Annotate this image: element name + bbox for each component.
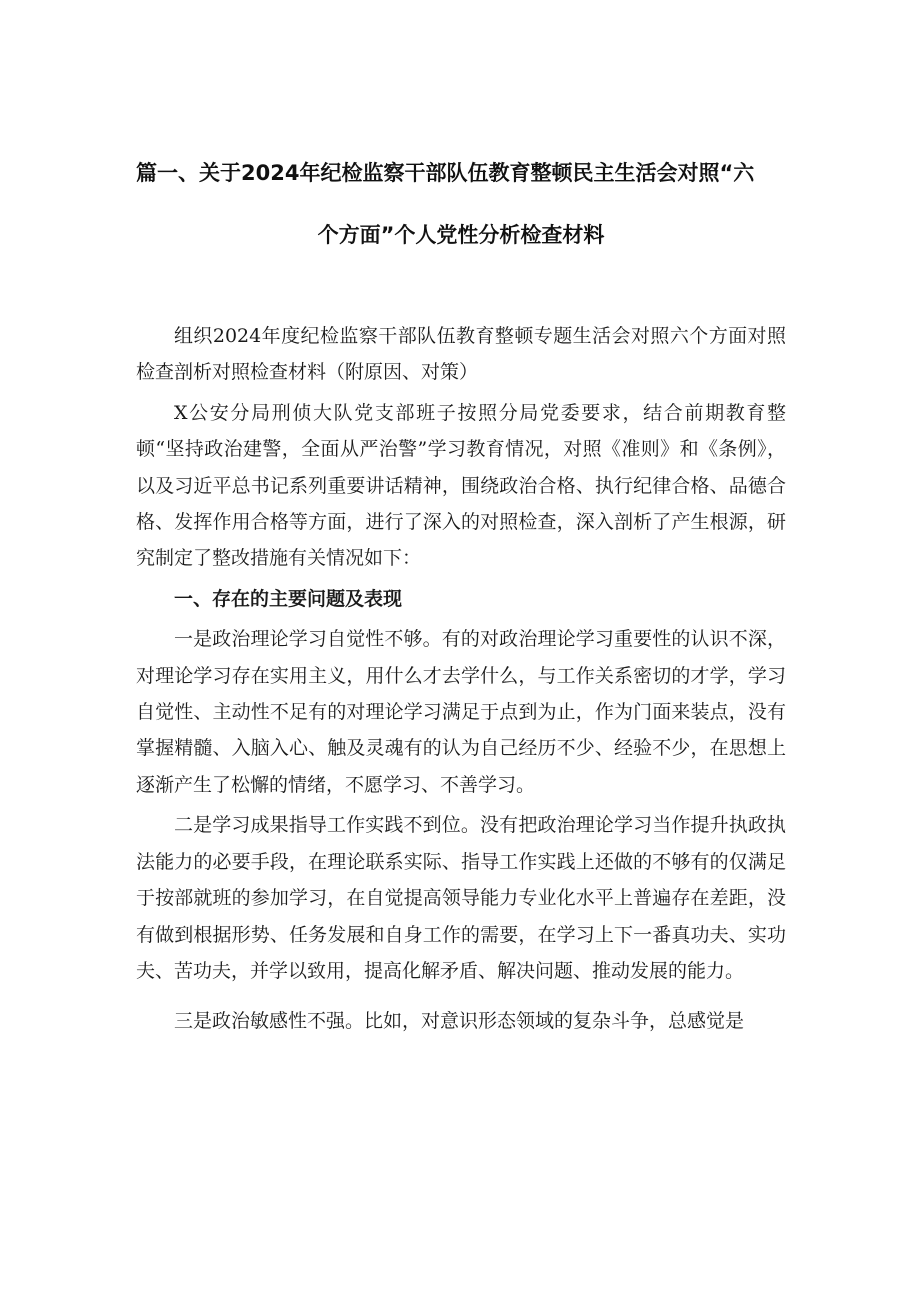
body-paragraph-4: 三是政治敏感性不强。比如，对意识形态领域的复杂斗争，总感觉是 [174, 1010, 745, 1033]
body-paragraph-3: 二是学习成果指导工作实践不到位。没有把政治理论学习当作提升执政执法能力的必要手段，在理论联系实际、指导工作实践上还做的不够有的仅满足于按部就班的参加学习，在自觉提高领导能力专业化水平上普遍存在差距，没有做到根据形势、任务发展和自身工作的需要，在学习上下一番真功夫、实功夫、苦功夫，并学以致用，提高化解矛盾、解决问题、推动发展的能力。 [136, 814, 786, 982]
document-title-line-2: 个方面”个人党性分析检查材料 [317, 223, 605, 247]
intro-paragraph: 组织2024年度纪检监察干部队伍教育整顿专题生活会对照六个方面对照检查剖析对照检查材料（附原因、对策） [136, 325, 786, 384]
section-heading-1: 一、存在的主要问题及表现 [174, 587, 403, 610]
body-paragraph-2: 一是政治理论学习自觉性不够。有的对政治理论学习重要性的认识不深，对理论学习存在实用主义，用什么才去学什么，与工作关系密切的才学，学习自觉性、主动性不足有的对理论学习满足于点到为止，作为门面来装点，没有掌握精髓、入脑入心、触及灵魂有的认为自己经历不少、经验不少，在思想上逐渐产生了松懈的情绪，不愿学习、不善学习。 [136, 628, 786, 796]
document-body [136, 318, 786, 1040]
body-paragraph-1: X公安分局刑侦大队党支部班子按照分局党委要求，结合前期教育整顿“坚持政治建警，全面从严治警”学习教育情况，对照《准则》和《条例》，以及习近平总书记系列重要讲话精神，围绕政治合格、执行纪律合格、品德合格、发挥作用合格等方面，进行了深入的对照检查，深入剖析了产生根源，研究制定了整改措施有关情况如下： [136, 401, 786, 570]
document-title-line-1: 篇一、关于2024年纪检监察干部队伍教育整顿民主生活会对照“六 [136, 161, 755, 185]
